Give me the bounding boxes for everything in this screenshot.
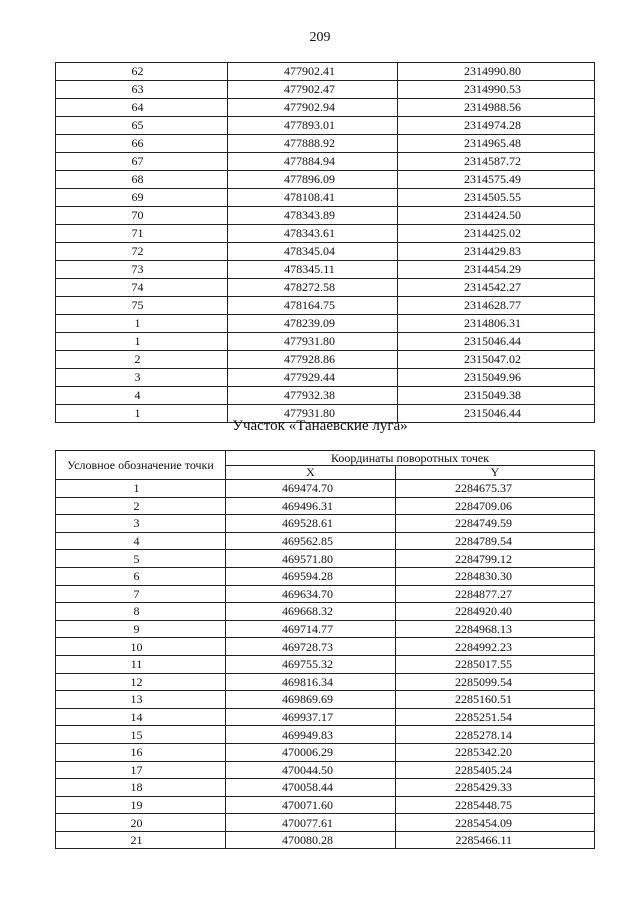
table-row xyxy=(56,550,595,568)
y-coordinate-cell: 2314806.31 xyxy=(398,315,595,333)
point-number-cell: 2 xyxy=(56,351,228,369)
point-number-cell: 18 xyxy=(56,779,226,797)
table-row xyxy=(56,297,595,315)
x-coordinate-cell: 469755.32 xyxy=(226,655,396,673)
point-number-cell: 11 xyxy=(56,655,226,673)
x-coordinate-cell: 469949.83 xyxy=(226,726,396,744)
y-coordinate-cell: 2314990.80 xyxy=(398,63,595,81)
y-coordinate-cell: 2314974.28 xyxy=(398,117,595,135)
point-number-cell: 4 xyxy=(56,387,228,405)
table-row xyxy=(56,726,595,744)
point-number-cell: 73 xyxy=(56,261,228,279)
table-row xyxy=(56,225,595,243)
table-row xyxy=(56,497,595,515)
x-coordinate-cell: 470044.50 xyxy=(226,761,396,779)
x-coordinate-cell: 478345.04 xyxy=(228,243,398,261)
x-coordinate-cell: 469714.77 xyxy=(226,620,396,638)
y-coordinate-cell: 2314628.77 xyxy=(398,297,595,315)
point-number-cell: 72 xyxy=(56,243,228,261)
y-coordinate-cell: 2315049.96 xyxy=(398,369,595,387)
table-row xyxy=(56,189,595,207)
table-body xyxy=(56,480,595,849)
x-coordinate-cell: 469528.61 xyxy=(226,515,396,533)
y-coordinate-cell: 2314424.50 xyxy=(398,207,595,225)
point-number-cell: 8 xyxy=(56,603,226,621)
table-row xyxy=(56,387,595,405)
table-row xyxy=(56,369,595,387)
y-coordinate-cell: 2314988.56 xyxy=(398,99,595,117)
y-coordinate-cell: 2314429.83 xyxy=(398,243,595,261)
table-row xyxy=(56,638,595,656)
point-number-cell: 1 xyxy=(56,315,228,333)
point-number-cell: 2 xyxy=(56,497,226,515)
table-row xyxy=(56,117,595,135)
y-coordinate-cell: 2314990.53 xyxy=(398,81,595,99)
x-coordinate-cell: 477902.94 xyxy=(228,99,398,117)
x-coordinate-cell: 469634.70 xyxy=(226,585,396,603)
x-coordinate-cell: 469496.31 xyxy=(226,497,396,515)
x-coordinate-cell: 469937.17 xyxy=(226,708,396,726)
point-number-cell: 15 xyxy=(56,726,226,744)
page-number: 209 xyxy=(309,30,331,45)
x-coordinate-cell: 477928.86 xyxy=(228,351,398,369)
table-row xyxy=(56,243,595,261)
y-coordinate-cell: 2314542.27 xyxy=(398,279,595,297)
x-coordinate-cell: 470080.28 xyxy=(226,831,396,849)
table-row xyxy=(56,99,595,117)
x-coordinate-cell: 477929.44 xyxy=(228,369,398,387)
table-row xyxy=(56,351,595,369)
point-number-cell: 6 xyxy=(56,567,226,585)
table-row xyxy=(56,515,595,533)
x-coordinate-cell: 478343.89 xyxy=(228,207,398,225)
point-number-cell: 3 xyxy=(56,515,226,533)
table-row xyxy=(56,603,595,621)
x-coordinate-cell: 478164.75 xyxy=(228,297,398,315)
table-row xyxy=(56,761,595,779)
point-number-cell: 16 xyxy=(56,743,226,761)
y-coordinate-cell: 2285342.20 xyxy=(396,743,595,761)
y-coordinate-cell: 2314587.72 xyxy=(398,153,595,171)
table-row xyxy=(56,708,595,726)
x-coordinate-cell: 469562.85 xyxy=(226,532,396,550)
table-row xyxy=(56,333,595,351)
point-number-cell: 64 xyxy=(56,99,228,117)
table-row xyxy=(56,135,595,153)
table-row xyxy=(56,480,595,498)
y-coordinate-cell: 2284749.59 xyxy=(396,515,595,533)
table-row xyxy=(56,743,595,761)
table-row xyxy=(56,585,595,603)
y-coordinate-cell: 2284799.12 xyxy=(396,550,595,568)
point-number-cell: 1 xyxy=(56,333,228,351)
x-coordinate-cell: 477888.92 xyxy=(228,135,398,153)
y-coordinate-cell: 2285017.55 xyxy=(396,655,595,673)
x-coordinate-cell: 469474.70 xyxy=(226,480,396,498)
point-number-cell: 3 xyxy=(56,369,228,387)
point-number-cell: 67 xyxy=(56,153,228,171)
table-row xyxy=(56,261,595,279)
y-coordinate-cell: 2284968.13 xyxy=(396,620,595,638)
x-coordinate-cell: 469816.34 xyxy=(226,673,396,691)
y-coordinate-cell: 2285405.24 xyxy=(396,761,595,779)
point-number-cell: 1 xyxy=(56,480,226,498)
x-coordinate-cell: 469728.73 xyxy=(226,638,396,656)
y-coordinate-cell: 2284920.40 xyxy=(396,603,595,621)
point-number-cell: 70 xyxy=(56,207,228,225)
y-coordinate-cell: 2285160.51 xyxy=(396,691,595,709)
x-coordinate-cell: 477902.41 xyxy=(228,63,398,81)
point-number-cell: 5 xyxy=(56,550,226,568)
x-coordinate-cell: 477931.80 xyxy=(228,333,398,351)
point-number-cell: 21 xyxy=(56,831,226,849)
x-coordinate-cell: 470077.61 xyxy=(226,814,396,832)
table-row xyxy=(56,279,595,297)
table-row xyxy=(56,779,595,797)
x-coordinate-cell: 470006.29 xyxy=(226,743,396,761)
x-coordinate-cell: 478108.41 xyxy=(228,189,398,207)
x-coordinate-cell: 469571.80 xyxy=(226,550,396,568)
table-header xyxy=(56,451,595,480)
table-body xyxy=(56,63,595,423)
y-coordinate-cell: 2284675.37 xyxy=(396,480,595,498)
y-coordinate-cell: 2315046.44 xyxy=(398,405,595,423)
y-coordinate-cell: 2315047.02 xyxy=(398,351,595,369)
y-coordinate-cell: 2285099.54 xyxy=(396,673,595,691)
y-coordinate-cell: 2284877.27 xyxy=(396,585,595,603)
y-coordinate-cell: 2314505.55 xyxy=(398,189,595,207)
table-row xyxy=(56,63,595,81)
x-coordinate-cell: 469869.69 xyxy=(226,691,396,709)
x-coordinate-cell: 477931.80 xyxy=(228,405,398,423)
point-number-cell: 68 xyxy=(56,171,228,189)
x-coordinate-cell: 478272.58 xyxy=(228,279,398,297)
point-number-cell: 12 xyxy=(56,673,226,691)
table-row xyxy=(56,796,595,814)
table-row xyxy=(56,81,595,99)
x-coordinate-cell: 470071.60 xyxy=(226,796,396,814)
y-coordinate-cell: 2285448.75 xyxy=(396,796,595,814)
point-number-cell: 4 xyxy=(56,532,226,550)
table-row xyxy=(56,673,595,691)
header-coordinates: Координаты поворотных точек xyxy=(226,451,595,466)
y-coordinate-cell: 2284992.23 xyxy=(396,638,595,656)
header-point-label: Условное обозначение точки xyxy=(56,451,226,480)
y-coordinate-cell: 2314425.02 xyxy=(398,225,595,243)
y-coordinate-cell: 2314454.29 xyxy=(398,261,595,279)
y-coordinate-cell: 2284789.54 xyxy=(396,532,595,550)
point-number-cell: 65 xyxy=(56,117,228,135)
y-coordinate-cell: 2284709.06 xyxy=(396,497,595,515)
table-row xyxy=(56,532,595,550)
point-number-cell: 10 xyxy=(56,638,226,656)
point-number-cell: 63 xyxy=(56,81,228,99)
y-coordinate-cell: 2285454.09 xyxy=(396,814,595,832)
y-coordinate-cell: 2314575.49 xyxy=(398,171,595,189)
x-coordinate-cell: 469668.32 xyxy=(226,603,396,621)
x-coordinate-cell: 470058.44 xyxy=(226,779,396,797)
point-number-cell: 1 xyxy=(56,405,228,423)
table-row xyxy=(56,691,595,709)
table-row xyxy=(56,620,595,638)
y-coordinate-cell: 2285251.54 xyxy=(396,708,595,726)
header-x: X xyxy=(226,466,396,480)
point-number-cell: 20 xyxy=(56,814,226,832)
table-row xyxy=(56,315,595,333)
x-coordinate-cell: 478343.61 xyxy=(228,225,398,243)
x-coordinate-cell: 477902.47 xyxy=(228,81,398,99)
point-number-cell: 7 xyxy=(56,585,226,603)
point-number-cell: 74 xyxy=(56,279,228,297)
x-coordinate-cell: 478239.09 xyxy=(228,315,398,333)
section-title: Участок «Танаевские луга» xyxy=(232,418,408,434)
point-number-cell: 75 xyxy=(56,297,228,315)
x-coordinate-cell: 477884.94 xyxy=(228,153,398,171)
point-number-cell: 13 xyxy=(56,691,226,709)
point-number-cell: 66 xyxy=(56,135,228,153)
y-coordinate-cell: 2284830.30 xyxy=(396,567,595,585)
x-coordinate-cell: 469594.28 xyxy=(226,567,396,585)
x-coordinate-cell: 478345.11 xyxy=(228,261,398,279)
point-number-cell: 69 xyxy=(56,189,228,207)
x-coordinate-cell: 477893.01 xyxy=(228,117,398,135)
table-row xyxy=(56,814,595,832)
y-coordinate-cell: 2314965.48 xyxy=(398,135,595,153)
point-number-cell: 71 xyxy=(56,225,228,243)
table-row xyxy=(56,171,595,189)
y-coordinate-cell: 2285466.11 xyxy=(396,831,595,849)
y-coordinate-cell: 2285429.33 xyxy=(396,779,595,797)
x-coordinate-cell: 477932.38 xyxy=(228,387,398,405)
point-number-cell: 62 xyxy=(56,63,228,81)
point-number-cell: 9 xyxy=(56,620,226,638)
y-coordinate-cell: 2315049.38 xyxy=(398,387,595,405)
table-row xyxy=(56,207,595,225)
x-coordinate-cell: 477896.09 xyxy=(228,171,398,189)
y-coordinate-cell: 2285278.14 xyxy=(396,726,595,744)
y-coordinate-cell: 2315046.44 xyxy=(398,333,595,351)
point-number-cell: 14 xyxy=(56,708,226,726)
table-row xyxy=(56,655,595,673)
point-number-cell: 17 xyxy=(56,761,226,779)
table-row xyxy=(56,567,595,585)
coordinates-table-continued xyxy=(55,62,595,423)
coordinates-table-tanaevskie-luga xyxy=(55,450,595,849)
header-y: Y xyxy=(396,466,595,480)
point-number-cell: 19 xyxy=(56,796,226,814)
table-row xyxy=(56,153,595,171)
table-row xyxy=(56,831,595,849)
